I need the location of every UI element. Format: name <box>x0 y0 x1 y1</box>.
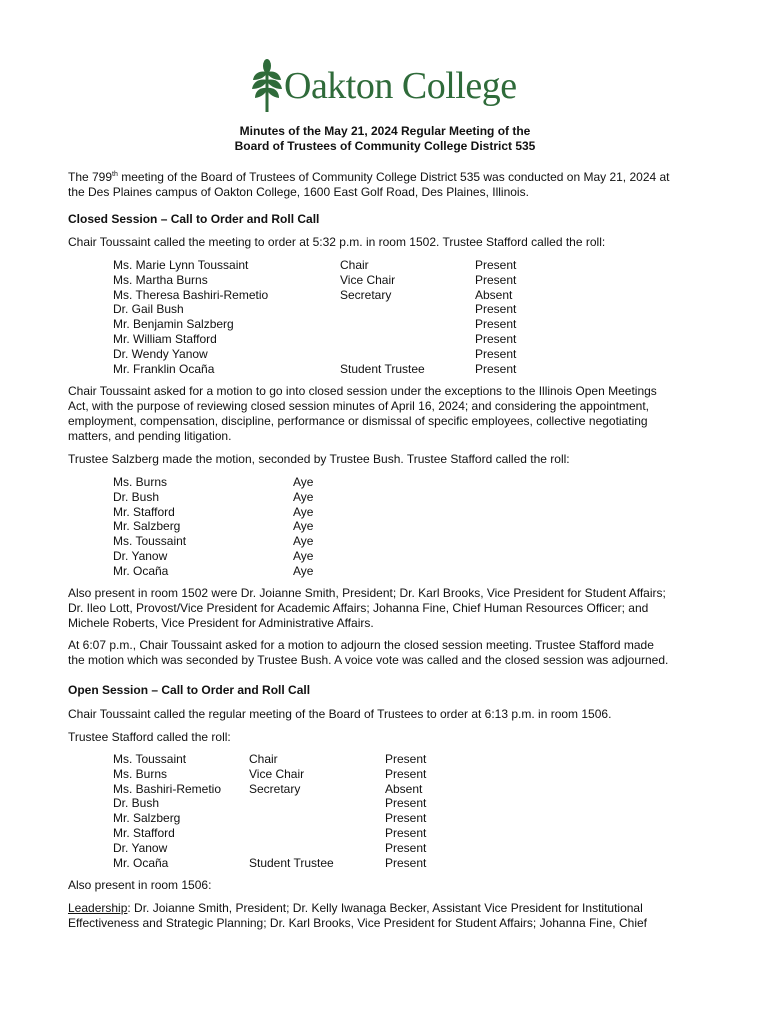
vote-name: Mr. Salzberg <box>113 519 181 534</box>
present-line: Dr. Ileo Lott, Provost/Vice President for Academic Affairs; Johanna Fine, Chief Human Resources Officer; and <box>68 601 649 615</box>
roll-status: Present <box>385 796 427 811</box>
vote-value: Aye <box>293 475 314 489</box>
closed-motion-paragraph <box>68 384 708 444</box>
closed-session-heading: Closed Session – Call to Order and Roll Call <box>68 212 320 226</box>
roll-name: Mr. Franklin Ocaña <box>113 361 215 376</box>
vote-value: Aye <box>293 519 314 534</box>
vote-value: Aye <box>293 549 314 563</box>
roll-status: Absent <box>475 287 513 302</box>
intro-paragraph <box>68 167 708 200</box>
roll-name: Mr. William Stafford <box>113 332 217 346</box>
roll-name: Dr. Bush <box>113 796 160 811</box>
roll-role: Chair <box>340 258 369 272</box>
roll-status: Present <box>475 346 517 361</box>
roll-name: Mr. Benjamin Salzberg <box>113 317 234 332</box>
roll-role: Vice Chair <box>249 766 305 781</box>
present-line: Michele Roberts, Vice President for Administrative Affairs. <box>68 616 374 630</box>
motion-line: matters, and pending litigation. <box>68 429 232 443</box>
roll-role: Student Trustee <box>249 855 334 870</box>
open-session-opening: Chair Toussaint called the regular meeting of the Board of Trustees to order at 6:13 p.m. in room 1506. <box>68 707 612 721</box>
roll-status: Present <box>475 332 517 346</box>
vote-name: Dr. Yanow <box>113 549 168 563</box>
open-also-present: Also present in room 1506: <box>68 878 212 892</box>
leadership-paragraph <box>68 901 708 931</box>
roll-status: Present <box>385 752 427 766</box>
vote-name: Ms. Toussaint <box>113 534 187 549</box>
roll-name: Mr. Stafford <box>113 826 175 840</box>
roll-status: Present <box>475 317 517 332</box>
roll-status: Present <box>385 766 427 781</box>
roll-name: Dr. Wendy Yanow <box>113 346 208 361</box>
vote-name: Ms. Burns <box>113 475 168 489</box>
roll-status: Present <box>385 826 427 840</box>
motion-line: Chair Toussaint asked for a motion to go into closed session under the exceptions to the Illinois Open Meetings <box>68 384 657 398</box>
roll-name: Ms. Theresa Bashiri-Remetio <box>113 287 269 302</box>
roll-name: Ms. Bashiri-Remetio <box>113 781 222 796</box>
vote-value: Aye <box>293 534 314 549</box>
document-title-line-2: Board of Trustees of Community College District 535 <box>234 139 536 153</box>
roll-name: Dr. Yanow <box>113 840 168 855</box>
leadership-line-1: : Dr. Joianne Smith, President; Dr. Kelly Iwanaga Becker, Assistant Vice President for Institutional <box>127 901 643 915</box>
roll-status: Absent <box>385 781 423 796</box>
open-roll-intro: Trustee Stafford called the roll: <box>68 730 231 744</box>
closed-session-opening: Chair Toussaint called the meeting to order at 5:32 p.m. in room 1502. Trustee Stafford called the roll: <box>68 235 606 249</box>
motion-line: employment, compensation, discipline, performance or dismissal of specific employees, collective negotiating <box>68 414 648 428</box>
roll-name: Ms. Marie Lynn Toussaint <box>113 258 249 272</box>
roll-name: Ms. Martha Burns <box>113 272 208 287</box>
vote-name: Mr. Stafford <box>113 504 175 519</box>
roll-status: Present <box>475 272 517 287</box>
roll-status: Present <box>475 302 517 317</box>
document-title-line-1: Minutes of the May 21, 2024 Regular Meeting of the <box>239 124 531 138</box>
roll-status: Present <box>385 811 427 826</box>
roll-role: Secretary <box>249 781 301 796</box>
vote-name: Mr. Ocaña <box>113 563 169 578</box>
closed-second-paragraph: Trustee Salzberg made the motion, seconded by Trustee Bush. Trustee Stafford called the roll: <box>68 452 570 466</box>
roll-role: Student Trustee <box>340 361 425 376</box>
roll-status: Present <box>475 258 517 272</box>
tree-leaf-icon <box>250 58 284 114</box>
adjourn-line: At 6:07 p.m., Chair Toussaint asked for a motion to adjourn the closed session meeting. Trustee Stafford made <box>68 638 654 652</box>
roll-status: Present <box>475 361 517 376</box>
leadership-label: Leadership <box>68 901 128 915</box>
closed-present-paragraph <box>68 586 708 631</box>
motion-line: Act, with the purpose of reviewing closed session minutes of April 16, 2024; and considering the appointment, <box>68 399 650 413</box>
vote-value: Aye <box>293 504 314 519</box>
roll-status: Present <box>385 840 427 855</box>
intro-text-line-2: the Des Plaines campus of Oakton College, 1600 East Golf Road, Des Plaines, Illinois. <box>68 185 529 199</box>
roll-name: Mr. Salzberg <box>113 811 181 826</box>
roll-role: Vice Chair <box>340 272 396 287</box>
intro-ordinal-suffix: th <box>112 171 118 178</box>
roll-name: Ms. Toussaint <box>113 752 187 766</box>
intro-text-post: meeting of the Board of Trustees of Community College District 535 was conducted on May 21, 2024 at <box>117 170 670 184</box>
leadership-line-2: Effectiveness and Strategic Planning; Dr. Karl Brooks, Vice President for Student Affairs; Johanna Fine, Chief <box>68 916 647 930</box>
vote-name: Dr. Bush <box>113 489 160 504</box>
roll-status: Present <box>385 855 427 870</box>
roll-name: Mr. Ocaña <box>113 855 169 870</box>
logo-wordmark: Oakton College <box>284 65 517 107</box>
roll-role: Secretary <box>340 287 392 302</box>
intro-text-pre: The 799 <box>68 170 113 184</box>
adjourn-line: the motion which was seconded by Trustee Bush. A voice vote was called and the closed session was adjourned. <box>68 653 669 667</box>
roll-role: Chair <box>249 752 278 766</box>
oakton-logo <box>250 58 530 114</box>
roll-name: Dr. Gail Bush <box>113 302 184 317</box>
open-session-heading: Open Session – Call to Order and Roll Call <box>68 683 311 697</box>
present-line: Also present in room 1502 were Dr. Joianne Smith, President; Dr. Karl Brooks, Vice President for Student Affairs; <box>68 586 666 600</box>
roll-name: Ms. Burns <box>113 766 168 781</box>
vote-value: Aye <box>293 489 314 504</box>
closed-adjourn-paragraph <box>68 638 708 668</box>
vote-value: Aye <box>293 563 314 578</box>
